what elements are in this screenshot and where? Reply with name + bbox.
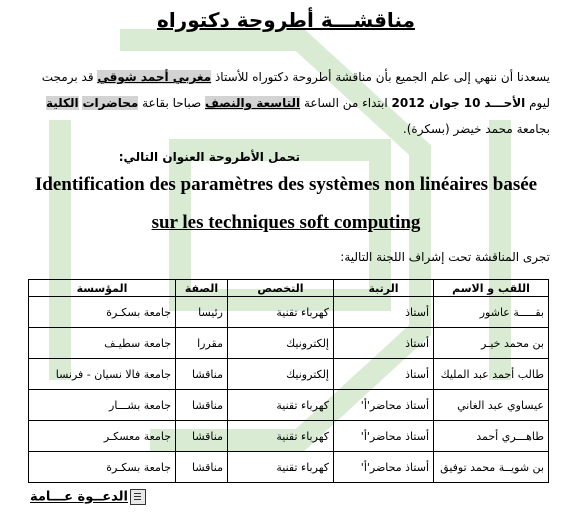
thesis-title-line2: sur les techniques soft computing — [151, 212, 421, 233]
thesis-title-label: تحمل الأطروحة العنوان التالي: — [118, 150, 300, 164]
cell-specialty: كهرباء تقنية — [228, 452, 334, 483]
announcement-paragraph — [25, 64, 550, 142]
intro-text-2: برمجت ليوم — [41, 70, 550, 110]
table-row — [29, 421, 549, 452]
cell-specialty: إلكترونيك — [228, 359, 334, 390]
cell-specialty: كهرباء تقنية — [228, 390, 334, 421]
header-rank: الرتبة — [334, 280, 434, 297]
hall-name: محاضرات — [82, 96, 139, 110]
table-row — [29, 390, 549, 421]
defense-date: 10 جوان 2012 — [391, 96, 481, 110]
jury-table — [28, 279, 549, 483]
jury-label: تجرى المناقشة تحت إشراف اللجنة التالية: — [340, 250, 550, 264]
cell-name: بن شويــة محمد توفيق — [434, 452, 549, 483]
cell-institution: جامعة سطيـف — [29, 328, 176, 359]
table-header-row — [29, 280, 549, 297]
cell-specialty: كهرباء تقنية — [228, 297, 334, 328]
cell-name: طالب أحمد عبد المليك — [434, 359, 549, 390]
thesis-title-line1: Identification des paramètres des systèmes non linéaires basée — [34, 174, 538, 195]
candidate-name: مغربي أحمد شوقي — [97, 70, 212, 84]
footer-invitation — [30, 489, 146, 505]
cell-institution: جامعة معسكـر — [29, 421, 176, 452]
intro-text-3: بجامعة محمد خيضر (بسكرة). — [402, 122, 550, 136]
header-name: اللقب و الاسم — [434, 280, 549, 297]
cell-rank: أستاذ — [334, 297, 434, 328]
header-specialty: التخصص — [228, 280, 334, 297]
cell-name: بن محمد خيـر — [434, 328, 549, 359]
header-institution: المؤسسة — [29, 280, 176, 297]
defense-day: الأحـــد — [484, 96, 526, 110]
table-row — [29, 452, 549, 483]
intro-text-1-end: قد — [81, 70, 94, 84]
cell-role: رئيسا — [176, 297, 228, 328]
cell-role: مناقشا — [176, 390, 228, 421]
cell-rank: أستاذ — [334, 359, 434, 390]
cell-institution: جامعة بشـــار — [29, 390, 176, 421]
table-row — [29, 297, 549, 328]
cell-role: مناقشا — [176, 421, 228, 452]
cell-institution: جامعة فالا نسيان - فرنسا — [29, 359, 176, 390]
cell-rank: أستاذ محاضر'أ' — [334, 421, 434, 452]
document-icon — [130, 489, 146, 505]
cell-specialty: إلكترونيك — [228, 328, 334, 359]
cell-rank: أستاذ محاضر'أ' — [334, 390, 434, 421]
table-row — [29, 359, 549, 390]
page-title: مناقشـــة أطروحة دكتوراه — [157, 8, 415, 32]
intro-text-2-end: صباحا بقاعة — [142, 96, 202, 110]
cell-rank: أستاذ محاضر'أ' — [334, 452, 434, 483]
cell-name: طاهـــري أحمد — [434, 421, 549, 452]
cell-role: مناقشا — [176, 359, 228, 390]
cell-name: بقـــــة عاشور — [434, 297, 549, 328]
intro-text-1: يسعدنا أن ننهي إلى علم الجميع بأن مناقشة أطروحة دكتوراه للأستاذ — [214, 70, 550, 84]
hall-name-faculty: الكلية — [45, 96, 79, 110]
header-role: الصفة — [176, 280, 228, 297]
footer-text: الدعــوة عـــامة — [30, 489, 128, 505]
defense-time: التاسعة والنصف — [204, 96, 301, 110]
cell-institution: جامعة بسكـرة — [29, 452, 176, 483]
cell-institution: جامعة بسكـرة — [29, 297, 176, 328]
cell-rank: أستاذ — [334, 328, 434, 359]
intro-text-2-mid: ابتداء من الساعة — [303, 96, 388, 110]
cell-name: عيساوي عبد الغاني — [434, 390, 549, 421]
cell-role: مناقشا — [176, 452, 228, 483]
table-row — [29, 328, 549, 359]
cell-role: مقررا — [176, 328, 228, 359]
cell-specialty: كهرباء تقنية — [228, 421, 334, 452]
